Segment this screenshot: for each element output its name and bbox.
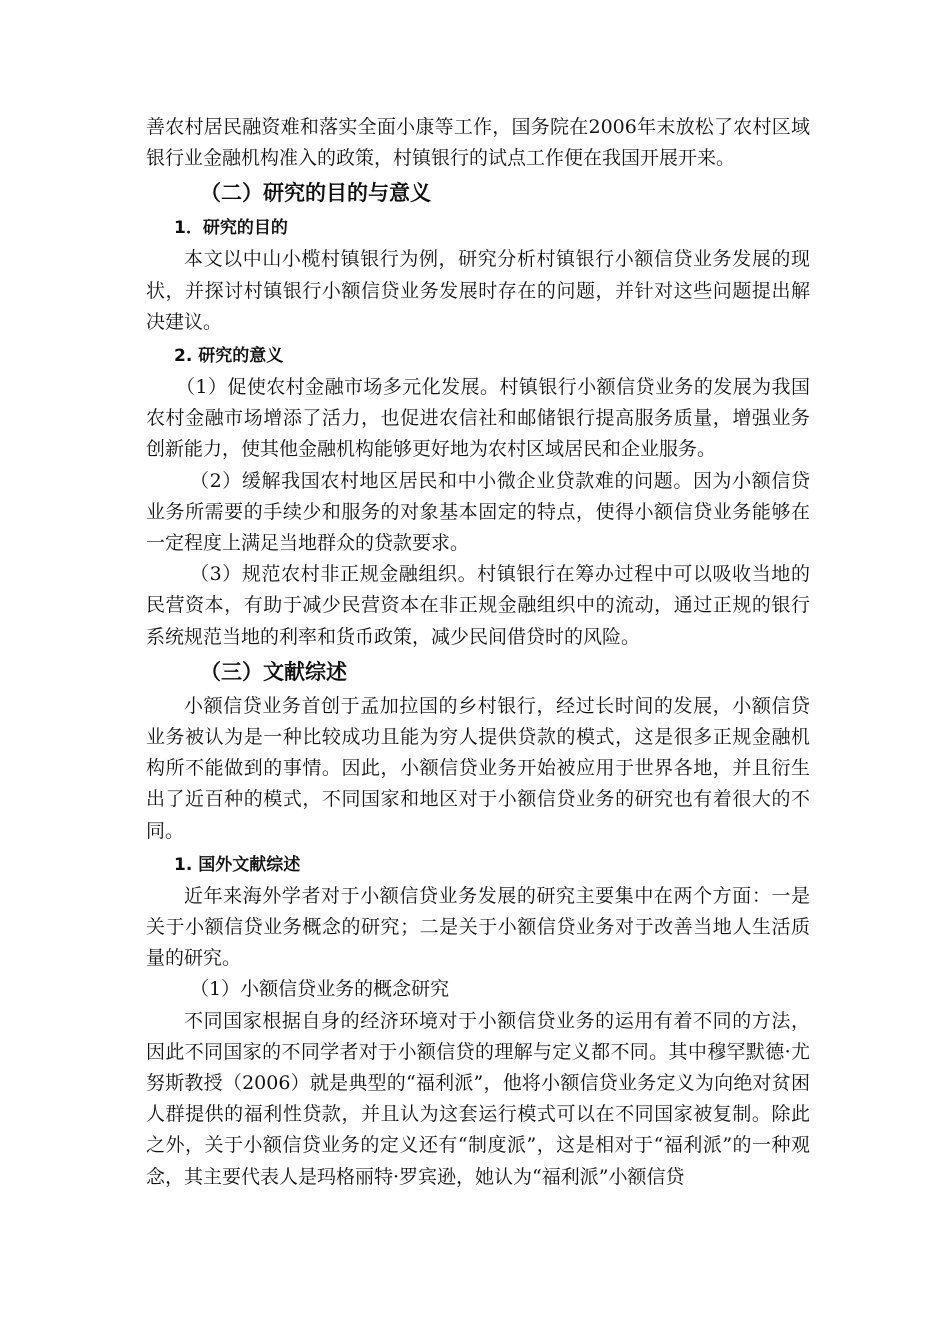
paragraph-meaning-2: （2）缓解我国农村地区居民和中小微企业贷款难的问题。因为小额信贷业务所需要的手续少和服务的对象基本固定的特点，使得小额信贷业务能够在一定程度上满足当地群众的贷款要求。 — [146, 469, 810, 555]
paragraph-purpose: 本文以中山小榄村镇银行为例，研究分析村镇银行小额信贷业务发展的现状，并探讨村镇银行小额信贷业务发展时存在的问题，并针对这些问题提出解决建议。 — [146, 248, 810, 333]
heading-purpose-meaning: （二）研究的目的与意义 — [200, 181, 431, 206]
heading-meaning: 2. 研究的意义 — [174, 346, 284, 367]
paragraph-concept-title: （1）小额信贷业务的概念研究 — [190, 978, 450, 1001]
paragraph-meaning-3: （3）规范农村非正规金融组织。村镇银行在筹办过程中可以吸收当地的民营资本，有助于减少民营资本在非正规金融组织中的流动，通过正规的银行系统规范当地的利率和货币政策，减少民间借贷时的风险。 — [146, 563, 810, 648]
paragraph-intro: 善农村居民融资难和落实全面小康等工作，国务院在2006年末放松了农村区域银行业金融机构准入的政策，村镇银行的试点工作便在我国开展开来。 — [146, 116, 810, 170]
paragraph-meaning-1: （1）促使农村金融市场多元化发展。村镇银行小额信贷业务的发展为我国农村金融市场增添了活力，也促进农信社和邮储银行提高服务质量，增强业务创新能力，使其他金融机构能够更好地为农村区域居民和企业服务。 — [146, 376, 810, 461]
paragraph-review: 小额信贷业务首创于孟加拉国的乡村银行，经过长时间的发展，小额信贷业务被认为是一种比较成功且能为穷人提供贷款的模式，这是很多正规金融机构所不能做到的事情。因此，小额信贷业务开始被应用于世界各地，并且衍生出了近百种的模式，不同国家和地区对于小额信贷业务的研究也有着很大的不同。 — [146, 694, 810, 842]
document-page — [146, 112, 810, 1193]
heading-purpose: 1．研究的目的 — [174, 218, 288, 239]
paragraph-concept: 不同国家根据自身的经济环境对于小额信贷业务的运用有着不同的方法，因此不同国家的不同学者对于小额信贷的理解与定义都不同。其中穆罕默德·尤努斯教授（2006）就是典型的“福利派”，他将小额信贷业务定义为向绝对贫困人群提供的福利性贷款，并且认为这套运行模式可以在不同国家被复制。除此之外，关于小额信贷业务的定义还有“制度派”，这是相对于“福利派”的一种观念，其主要代表人是玛格丽特·罗宾逊，她认为“福利派”小额信贷 — [146, 1009, 810, 1188]
paragraph-foreign: 近年来海外学者对于小额信贷业务发展的研究主要集中在两个方面：一是关于小额信贷业务概念的研究；二是关于小额信贷业务对于改善当地人生活质量的研究。 — [146, 884, 810, 970]
heading-foreign-review: 1. 国外文献综述 — [174, 854, 301, 875]
heading-literature-review: （三）文献综述 — [200, 659, 347, 684]
